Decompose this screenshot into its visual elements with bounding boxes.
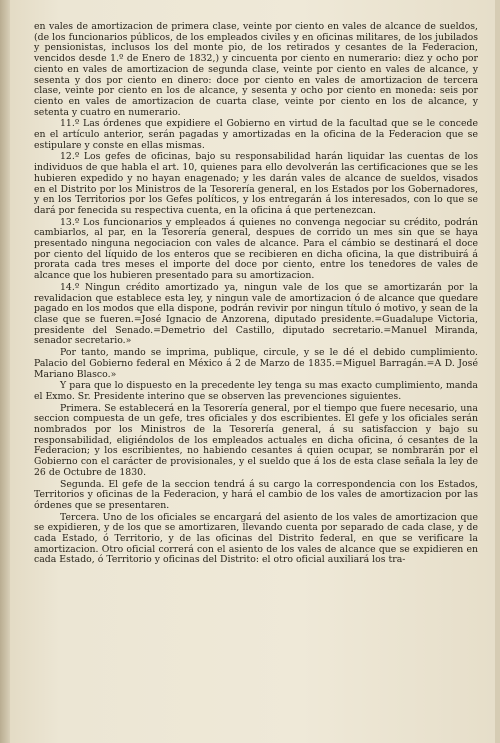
- paragraph-segunda: Segunda. El gefe de la seccion tendrá á su cargo la correspondencia con los Estados, Territorios y oficinas de la Federacion, y hará el cambio de los vales de amortizacion por las órdenes que se presentaren.: [34, 478, 478, 511]
- page-spine-shadow: [0, 0, 10, 743]
- document-body: [34, 22, 478, 566]
- paragraph-tercera: Tercera. Uno de los oficiales se encargará del asiento de los vales de amortizacion que se expidieren, y de los que se amortizaren, llevando cuenta por separado de cada clase, y de cada Estado, ó Territorio, y de las oficinas del Distrito federal, en que se verificare la amortizacion. Otro oficial correrá con el asiento de los vales de alcance que se expidieren en cada Estado, ó Territorio y oficinas del Distrito: el otro oficial auxiliará los tra-: [34, 511, 478, 566]
- page-edge: [495, 0, 500, 743]
- paragraph-article-11: 11.º Las órdenes que expidiere el Gobierno en virtud de la facultad que se le concede en el artículo anterior, serán pagadas y amortizadas en la oficina de la Federacion que se estipulare y conste en ellas mismas.: [34, 118, 478, 151]
- paragraph: en vales de amortizacion de primera clase, veinte por ciento en vales de alcance de sueldos, (de los funcionarios públicos, de los empleados civiles y en oficinas militares, de los jubilados y pensionistas, inclusos los del monte pio, de los retirados y cesantes de la Federacion, vencidos desde 1.º de Enero de 1832,) y cincuenta por ciento en numerario: diez y ocho por ciento en vales de amortizacion de segunda clase, veinte por ciento en vales de alcance, y sesenta y dos por ciento en dinero: doce por ciento en vales de amortizacion de tercera clase, veinte por ciento en los de alcance, y sesenta y ocho por ciento en moneda: seis por ciento en vales de amortizacion de cuarta clase, veinte por ciento en los de alcance, y setenta y cuatro en numerario.: [34, 21, 478, 118]
- paragraph-article-12: 12.º Los gefes de oficinas, bajo su responsabilidad harán liquidar las cuentas de los individuos de que habla el art. 10, quienes para ello devolverán las certificaciones que se les hubieren expedido y no hayan enagenado; y les darán vales de alcance de sueldos, visados en el Distrito por los Ministros de la Tesorería general, en los Estados por los Gobernadores, y en los Territorios por los Gefes políticos, y los entregarán á los interesados, con lo que se dará por fenecida su respectiva cuenta, en la oficina á que pertenezcan.: [34, 151, 478, 216]
- paragraph-primera: Primera. Se establecerá en la Tesorería general, por el tiempo que fuere necesario, una seccion compuesta de un gefe, tres oficiales y dos escribientes. El gefe y los oficiales serán nombrados por los Ministros de la Tesorería general, á su satisfaccion y bajo su responsabilidad, eligiéndolos de los empleados actuales en dicha oficina, ó cesantes de la Federacion; y los escribientes, no habiendo cesantes á quien ocupar, se nombrarán por el Gobierno con el carácter de provisionales, y el sueldo que á los de esta clase señala la ley de 26 de Octubre de 1830.: [34, 402, 478, 478]
- paragraph-promulgation: Por tanto, mando se imprima, publique, circule, y se le dé el debido cumplimiento. Palacio del Gobierno federal en México á 2 de Marzo de 1835.=Miguel Barragán.=A D. José Mariano Blasco.»: [34, 347, 478, 380]
- paragraph-article-14: 14.º Ningun crédito amortizado ya, ningun vale de los que se amortizarán por la revalidacion que establece esta ley, y ningun vale de amortizacion ó de alcance que quedare pagado en los modos que ella dispone, podrán revivir por ningun título ó motivo, y sean de la clase que se fueren.=José Ignacio de Anzorena, diputado presidente.=Guadalupe Victoria, presidente del Senado.=Demetrio del Castillo, diputado secretario.=Manuel Miranda, senador secretario.»: [34, 281, 478, 347]
- paragraph-instructions-intro: Y para que lo dispuesto en la precedente ley tenga su mas exacto cumplimiento, manda el Exmo. Sr. Presidente interino que se observen las prevenciones siguientes.: [34, 380, 478, 402]
- paragraph-article-13: 13.º Los funcionarios y empleados á quienes no convenga negociar su crédito, podrán cambiarlos, al par, en la Tesorería general, despues de corrido un mes sin que se haya presentado ninguna negociacion con vales de alcance. Para el cámbio se destinará el doce por ciento del líquido de los enteros que se recibieren en dicha oficina, la que distribuirá á prorata cada tres meses el importe del doce por ciento, entre los tenedores de vales de alcance que los hubieren presentado para su amortizacion.: [34, 216, 478, 282]
